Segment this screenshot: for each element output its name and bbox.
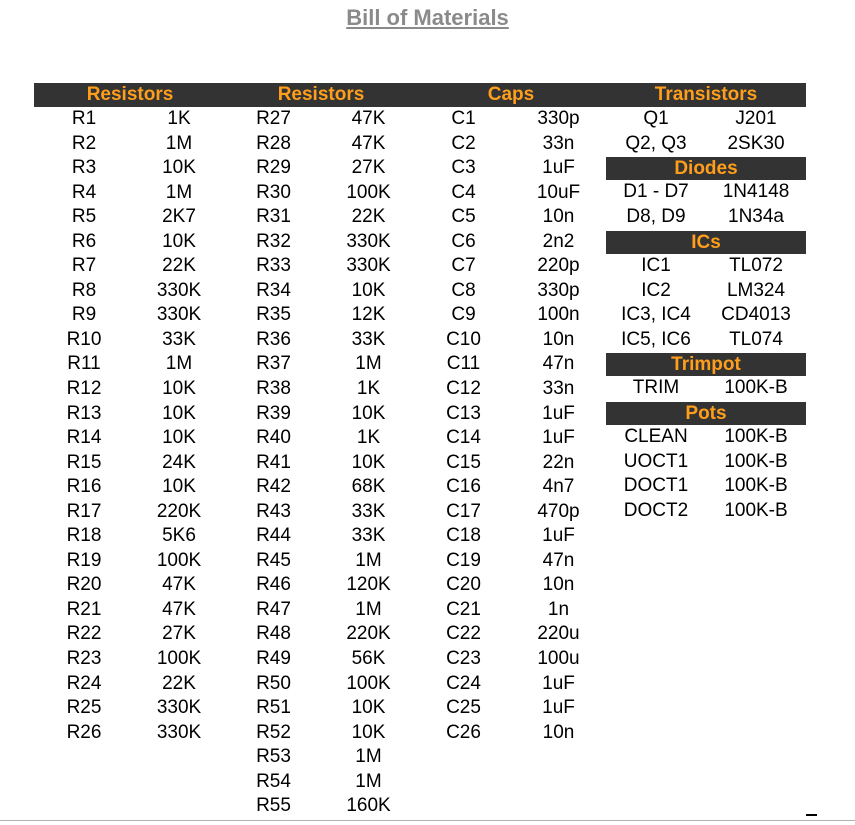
part-value: 10K	[162, 476, 196, 498]
part-designator: R11	[67, 353, 101, 375]
part-value: 22K	[351, 206, 386, 228]
part-value: 33K	[162, 328, 196, 350]
part-designator: R25	[66, 697, 102, 719]
part-designator: C7	[451, 255, 476, 277]
list-item	[606, 279, 806, 304]
part-designator: R3	[71, 157, 97, 179]
part-value: 10n	[542, 328, 575, 350]
table-row	[416, 426, 606, 451]
part-designator: CLEAN	[624, 426, 688, 447]
ics-header: ICs	[606, 231, 806, 254]
table-row	[226, 672, 416, 697]
table-row	[226, 696, 416, 721]
part-value: 1N34a	[728, 205, 784, 227]
resistors-header-2: Resistors	[277, 84, 365, 105]
part-designator: IC3, IC4	[621, 304, 691, 325]
table-row	[226, 230, 416, 255]
part-value: 160K	[346, 795, 391, 817]
part-value: 10K	[162, 427, 196, 449]
part-designator: C24	[446, 672, 481, 694]
part-value: 1uF	[542, 672, 575, 694]
part-designator: R46	[256, 574, 291, 596]
table-row	[226, 794, 416, 819]
table-row	[226, 745, 416, 770]
table-row	[226, 279, 416, 304]
part-designator: R41	[256, 451, 291, 473]
part-value: 330p	[537, 108, 580, 129]
part-designator: C23	[446, 648, 481, 670]
part-value: 330K	[156, 721, 202, 743]
part-value: 4n7	[542, 476, 575, 498]
table-row	[226, 254, 416, 279]
part-designator: R22	[66, 623, 102, 645]
resistors-header-1: Resistors	[86, 84, 174, 105]
table-row	[34, 230, 226, 255]
part-value: 100K-B	[724, 450, 788, 472]
part-designator: IC1	[641, 255, 671, 276]
part-value: 22K	[162, 672, 196, 694]
part-designator: Q2, Q3	[625, 132, 687, 154]
table-row	[34, 475, 226, 500]
part-designator: R30	[256, 181, 291, 203]
table-row	[34, 303, 226, 328]
list-item	[606, 425, 806, 450]
part-designator: R37	[256, 353, 291, 375]
part-value: 100K-B	[724, 426, 788, 447]
part-value: 330K	[156, 279, 202, 301]
part-value: 47n	[542, 353, 575, 375]
part-designator: R7	[71, 255, 97, 277]
part-value: 330K	[346, 255, 391, 277]
part-value: 12K	[351, 304, 386, 326]
part-value: 100K	[156, 549, 202, 571]
table-row	[34, 205, 226, 230]
part-designator: C4	[451, 181, 476, 203]
transistors-header: Transistors	[654, 84, 758, 105]
part-value: 100u	[537, 648, 580, 670]
part-designator: R38	[256, 378, 291, 400]
part-value: 1n	[547, 598, 570, 620]
table-row	[34, 156, 226, 181]
table-row	[34, 451, 226, 476]
part-value: 10n	[542, 721, 575, 743]
part-value: 47K	[351, 108, 386, 129]
part-value: 27K	[162, 623, 196, 645]
table-row	[34, 328, 226, 353]
part-designator: R4	[71, 181, 97, 203]
part-designator: IC5, IC6	[621, 328, 691, 350]
part-designator: C11	[446, 353, 481, 375]
part-designator: R51	[256, 697, 291, 719]
part-designator: R15	[66, 451, 102, 473]
table-row	[416, 377, 606, 402]
part-value: 10K	[351, 279, 386, 301]
part-value: 1M	[165, 353, 193, 375]
table-row	[34, 672, 226, 697]
table-row	[34, 573, 226, 598]
diodes-header: Diodes	[606, 157, 806, 180]
table-row	[416, 328, 606, 353]
table-row	[34, 181, 226, 206]
table-row	[416, 279, 606, 304]
part-value: 1M	[355, 598, 382, 620]
part-designator: C19	[446, 549, 481, 571]
part-value: 100n	[537, 304, 580, 326]
part-designator: R8	[71, 279, 97, 301]
part-designator: R2	[71, 132, 97, 154]
list-item	[606, 205, 806, 230]
part-value: 1K	[356, 427, 381, 449]
table-row	[416, 549, 606, 574]
table-row	[416, 402, 606, 427]
part-value: 27K	[351, 157, 386, 179]
part-value: 1uF	[542, 525, 575, 547]
part-value: 1K	[167, 108, 191, 129]
part-value: 10K	[351, 451, 386, 473]
table-row	[416, 721, 606, 746]
part-designator: C14	[446, 427, 481, 449]
part-value: 330K	[156, 304, 202, 326]
table-row	[226, 475, 416, 500]
part-designator: R1	[71, 108, 97, 129]
part-designator: R10	[66, 328, 102, 350]
part-designator: R26	[66, 721, 102, 743]
part-designator: R6	[71, 230, 97, 252]
part-value: 120K	[346, 574, 391, 596]
part-designator: C26	[446, 721, 481, 743]
part-designator: D1 - D7	[623, 181, 689, 202]
table-row	[34, 647, 226, 672]
table-row	[34, 377, 226, 402]
table-row	[34, 500, 226, 525]
part-designator: C21	[446, 598, 481, 620]
part-designator: TRIM	[632, 377, 680, 398]
part-value: 1N4148	[722, 181, 790, 202]
part-designator: R18	[66, 525, 102, 547]
caps-column	[416, 107, 606, 745]
part-value: 330K	[346, 230, 391, 252]
part-value: 220K	[156, 500, 202, 522]
table-row	[226, 303, 416, 328]
part-designator: R12	[66, 378, 102, 400]
part-value: 1M	[355, 353, 382, 375]
part-value: 10uF	[536, 181, 581, 203]
part-value: 33K	[351, 500, 386, 522]
table-row	[226, 500, 416, 525]
part-value: 100K	[346, 672, 391, 694]
part-value: 220u	[537, 623, 580, 645]
table-row	[416, 451, 606, 476]
part-value: 10n	[542, 206, 575, 228]
part-value: 24K	[162, 451, 196, 473]
part-value: 100K-B	[724, 377, 788, 398]
part-designator: R19	[66, 549, 102, 571]
part-value: 47K	[162, 598, 196, 620]
part-designator: UOCT1	[623, 450, 689, 472]
part-designator: R35	[256, 304, 291, 326]
part-designator: C8	[451, 279, 476, 301]
part-designator: D8, D9	[626, 205, 686, 227]
part-value: 220K	[346, 623, 391, 645]
table-row	[226, 573, 416, 598]
table-row	[416, 672, 606, 697]
part-designator: R54	[256, 770, 291, 792]
part-value: 10K	[162, 402, 196, 424]
part-value: 10K	[162, 230, 196, 252]
part-value: 100K	[156, 648, 202, 670]
table-row	[226, 352, 416, 377]
part-designator: R33	[256, 255, 291, 277]
part-designator: DOCT2	[623, 499, 689, 521]
part-value: 10K	[351, 721, 386, 743]
part-value: 47K	[351, 132, 386, 154]
part-value: 33n	[542, 378, 575, 400]
part-designator: R49	[256, 648, 291, 670]
part-designator: C25	[446, 697, 481, 719]
caps-header: Caps	[487, 84, 535, 105]
part-value: 470p	[537, 500, 580, 522]
table-row	[34, 524, 226, 549]
part-designator: C2	[451, 132, 476, 154]
table-row	[416, 230, 606, 255]
table-row	[416, 156, 606, 181]
part-designator: R40	[256, 427, 291, 449]
table-row	[416, 352, 606, 377]
part-designator: R53	[256, 746, 291, 768]
part-designator: R48	[256, 623, 291, 645]
part-designator: R27	[256, 108, 291, 129]
table-row	[416, 598, 606, 623]
list-item	[606, 107, 806, 132]
table-row	[226, 377, 416, 402]
part-designator: R14	[66, 427, 102, 449]
part-value: TL074	[729, 328, 783, 350]
table-row	[226, 622, 416, 647]
part-designator: R44	[256, 525, 291, 547]
table-row	[416, 132, 606, 157]
part-value: 330K	[156, 697, 202, 719]
table-row	[226, 132, 416, 157]
part-value: 330p	[537, 279, 580, 301]
table-row	[34, 254, 226, 279]
table-row	[416, 181, 606, 206]
table-row	[226, 647, 416, 672]
table-row	[226, 598, 416, 623]
part-designator: R9	[71, 304, 97, 326]
part-designator: R21	[66, 598, 102, 620]
part-value: 2SK30	[727, 132, 785, 154]
part-value: 2K7	[162, 206, 196, 228]
part-value: 1uF	[542, 697, 575, 719]
table-row	[416, 647, 606, 672]
part-designator: R23	[66, 648, 102, 670]
table-row	[416, 696, 606, 721]
part-value: 22K	[162, 255, 196, 277]
part-value: TL072	[729, 255, 783, 276]
part-designator: R43	[256, 500, 291, 522]
table-row	[34, 352, 226, 377]
part-designator: C15	[446, 451, 481, 473]
part-value: 1M	[355, 770, 382, 792]
part-designator: R52	[256, 721, 291, 743]
table-row	[416, 475, 606, 500]
part-value: J201	[735, 108, 777, 129]
part-designator: R20	[66, 574, 102, 596]
page-title: Bill of Materials	[346, 5, 509, 30]
part-designator: Q1	[643, 108, 669, 129]
part-value: 100K-B	[724, 475, 788, 496]
table-row	[416, 205, 606, 230]
table-row	[34, 279, 226, 304]
part-value: CD4013	[721, 304, 791, 325]
part-value: 33n	[542, 132, 575, 154]
table-row	[416, 573, 606, 598]
table-row	[226, 770, 416, 795]
part-value: LM324	[726, 279, 786, 301]
part-value: 1M	[355, 746, 382, 768]
part-designator: IC2	[641, 279, 671, 301]
table-row	[416, 622, 606, 647]
part-value: 68K	[351, 476, 386, 498]
resistors-column-2	[226, 107, 416, 819]
table-row	[34, 402, 226, 427]
part-designator: C10	[446, 328, 481, 350]
table-row	[416, 524, 606, 549]
part-value: 10K	[351, 402, 386, 424]
list-item	[606, 328, 806, 353]
table-row	[226, 328, 416, 353]
part-value: 56K	[351, 648, 386, 670]
table-row	[416, 500, 606, 525]
part-designator: C16	[446, 476, 481, 498]
list-item	[606, 180, 806, 205]
part-value: 1uF	[542, 427, 575, 449]
part-value: 33K	[351, 525, 386, 547]
table-row	[226, 205, 416, 230]
list-item	[606, 376, 806, 401]
part-designator: R45	[256, 549, 291, 571]
part-value: 100K	[346, 181, 391, 203]
part-value: 2n2	[542, 230, 575, 252]
part-designator: R39	[256, 402, 291, 424]
table-row	[226, 107, 416, 132]
part-value: 22n	[542, 451, 575, 473]
table-row	[34, 721, 226, 746]
part-designator: R32	[256, 230, 291, 252]
table-row	[416, 254, 606, 279]
part-designator: R29	[256, 157, 291, 179]
table-row	[226, 426, 416, 451]
footer-rule	[0, 820, 855, 821]
part-value: 220p	[537, 255, 580, 277]
table-row	[226, 549, 416, 574]
part-value: 10K	[162, 157, 196, 179]
footer-dash	[806, 814, 817, 816]
part-designator: R42	[256, 476, 291, 498]
table-row	[226, 721, 416, 746]
part-value: 47K	[162, 574, 196, 596]
part-designator: R36	[256, 328, 291, 350]
part-designator: R28	[256, 132, 291, 154]
table-row	[34, 549, 226, 574]
part-designator: R55	[256, 795, 291, 817]
part-value: 33K	[351, 328, 386, 350]
part-designator: R24	[66, 672, 102, 694]
part-designator: C1	[451, 108, 476, 129]
list-item	[606, 474, 806, 499]
part-designator: C22	[446, 623, 481, 645]
table-row	[226, 524, 416, 549]
part-value: 10n	[542, 574, 575, 596]
trimpot-header: Trimpot	[606, 353, 806, 376]
part-designator: R13	[66, 402, 102, 424]
part-value: 1uF	[542, 402, 575, 424]
list-item	[606, 303, 806, 328]
table-row	[416, 107, 606, 132]
part-value: 1K	[356, 378, 381, 400]
part-designator: R16	[66, 476, 102, 498]
part-designator: C12	[446, 378, 481, 400]
table-row	[226, 402, 416, 427]
table-row	[34, 622, 226, 647]
part-value: 100K-B	[724, 499, 788, 521]
part-designator: R17	[66, 500, 102, 522]
part-designator: R34	[256, 279, 291, 301]
part-designator: C18	[446, 525, 481, 547]
part-designator: R47	[256, 598, 291, 620]
list-item	[606, 499, 806, 524]
table-row	[226, 156, 416, 181]
table-row	[416, 303, 606, 328]
list-item	[606, 254, 806, 279]
table-row	[34, 598, 226, 623]
table-row	[34, 696, 226, 721]
part-value: 5K6	[162, 525, 196, 547]
part-designator: C17	[446, 500, 481, 522]
part-designator: R50	[256, 672, 291, 694]
part-designator: DOCT1	[623, 475, 689, 496]
part-value: 1M	[165, 181, 193, 203]
resistors-column-1	[34, 107, 226, 745]
part-value: 1uF	[542, 157, 575, 179]
part-value: 10K	[351, 697, 386, 719]
part-designator: C6	[451, 230, 476, 252]
table-row	[226, 451, 416, 476]
part-designator: R5	[71, 206, 97, 228]
part-designator: C5	[451, 206, 476, 228]
table-row	[34, 107, 226, 132]
list-item	[606, 450, 806, 475]
part-designator: C20	[446, 574, 481, 596]
table-row	[34, 132, 226, 157]
part-value: 47n	[542, 549, 575, 571]
part-designator: R31	[256, 206, 291, 228]
table-row	[34, 426, 226, 451]
part-value: 1M	[165, 132, 193, 154]
part-value: 10K	[162, 378, 196, 400]
list-item	[606, 132, 806, 157]
part-designator: C3	[451, 157, 476, 179]
part-designator: C13	[446, 402, 481, 424]
pots-header: Pots	[606, 402, 806, 425]
part-value: 1M	[355, 549, 382, 571]
table-row	[226, 181, 416, 206]
part-designator: C9	[451, 304, 476, 326]
